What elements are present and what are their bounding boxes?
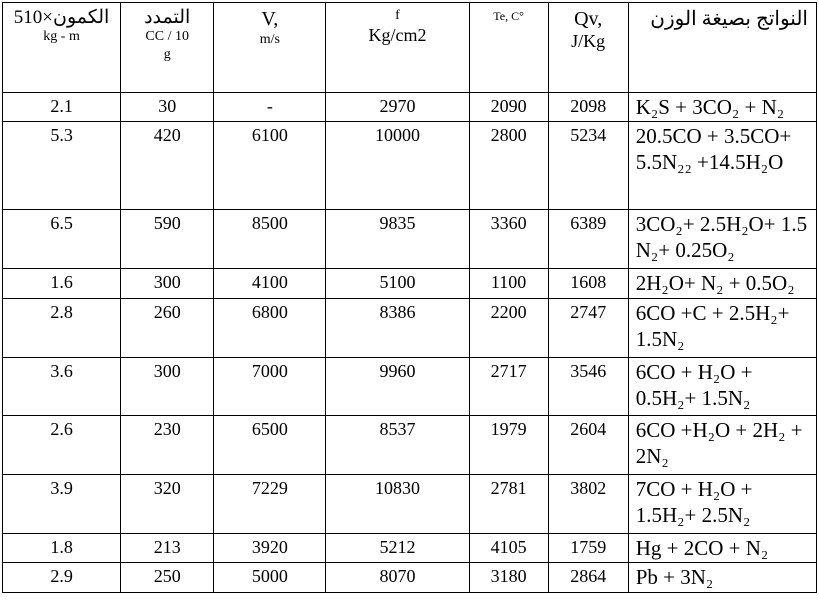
cell-potential: 1.8 xyxy=(3,534,121,563)
cell-velocity: 6800 xyxy=(214,299,326,358)
cell-expansion: 213 xyxy=(121,534,214,563)
table-row xyxy=(3,416,817,475)
cell-velocity: 7000 xyxy=(214,358,326,416)
cell-force: 8070 xyxy=(326,563,469,593)
header-expansion-unit-2: g xyxy=(163,47,171,62)
cell-potential: 1.6 xyxy=(3,269,121,299)
header-heat-label: Qv, xyxy=(574,8,603,30)
cell-velocity: - xyxy=(214,93,326,122)
cell-force: 2970 xyxy=(326,93,469,122)
cell-expansion: 30 xyxy=(121,93,214,122)
cell-products: Hg + 2CO + N₂ xyxy=(628,534,816,563)
cell-force: 10830 xyxy=(326,475,469,534)
cell-products: Pb + 3N₂ xyxy=(628,563,816,593)
cell-potential: 2.1 xyxy=(3,93,121,122)
header-expansion-label: التمدد xyxy=(144,7,191,28)
cell-velocity: 4100 xyxy=(214,269,326,299)
header-potential xyxy=(3,3,121,93)
table-row xyxy=(3,122,817,210)
cell-potential: 3.9 xyxy=(3,475,121,534)
cell-heat: 2098 xyxy=(548,93,628,122)
cell-potential: 2.9 xyxy=(3,563,121,593)
table-row xyxy=(3,563,817,593)
header-row xyxy=(3,3,817,93)
cell-heat: 2864 xyxy=(548,563,628,593)
cell-heat: 3546 xyxy=(548,358,628,416)
header-potential-label: الكمون×510 xyxy=(13,7,110,28)
cell-force: 8386 xyxy=(326,299,469,358)
cell-products: 6CO +C + 2.5H₂+ 1.5N₂ xyxy=(628,299,816,358)
cell-products: 3CO₂+ 2.5H₂O+ 1.5 N₂+ 0.25O₂ xyxy=(628,210,816,269)
cell-heat: 2604 xyxy=(548,416,628,475)
cell-heat: 5234 xyxy=(548,122,628,210)
cell-temperature: 4105 xyxy=(469,534,548,563)
table-row xyxy=(3,475,817,534)
cell-heat: 1608 xyxy=(548,269,628,299)
cell-heat: 2747 xyxy=(548,299,628,358)
cell-temperature: 2781 xyxy=(469,475,548,534)
cell-products: K₂S + 3CO₂ + N₂ xyxy=(628,93,816,122)
cell-temperature: 1100 xyxy=(469,269,548,299)
cell-heat: 1759 xyxy=(548,534,628,563)
cell-force: 10000 xyxy=(326,122,469,210)
cell-products: 6CO + H₂O + 0.5H₂+ 1.5N₂ xyxy=(628,358,816,416)
header-force xyxy=(326,3,469,93)
cell-heat: 6389 xyxy=(548,210,628,269)
cell-potential: 3.6 xyxy=(3,358,121,416)
cell-expansion: 300 xyxy=(121,269,214,299)
cell-velocity: 3920 xyxy=(214,534,326,563)
cell-temperature: 2717 xyxy=(469,358,548,416)
cell-heat: 3802 xyxy=(548,475,628,534)
header-expansion xyxy=(121,3,214,93)
table-row xyxy=(3,210,817,269)
header-potential-unit: kg - m xyxy=(43,29,80,44)
cell-velocity: 5000 xyxy=(214,563,326,593)
cell-temperature: 2200 xyxy=(469,299,548,358)
cell-velocity: 6100 xyxy=(214,122,326,210)
cell-products: 6CO +H₂O + 2H₂ + 2N₂ xyxy=(628,416,816,475)
header-heat-unit: J/Kg xyxy=(571,31,606,51)
header-velocity xyxy=(214,3,326,93)
cell-expansion: 250 xyxy=(121,563,214,593)
cell-temperature: 3360 xyxy=(469,210,548,269)
cell-force: 8537 xyxy=(326,416,469,475)
cell-temperature: 2800 xyxy=(469,122,548,210)
explosives-properties-table xyxy=(2,2,817,593)
header-products-label: النواتج بصيغة الوزن xyxy=(650,8,808,30)
header-expansion-unit: CC / 10 xyxy=(145,29,189,44)
table-row xyxy=(3,93,817,122)
header-velocity-label: V, xyxy=(261,8,279,30)
header-heat xyxy=(548,3,628,93)
table-row xyxy=(3,299,817,358)
header-force-label: f xyxy=(395,8,400,23)
cell-expansion: 590 xyxy=(121,210,214,269)
header-velocity-unit: m/s xyxy=(259,32,280,47)
cell-potential: 2.6 xyxy=(3,416,121,475)
cell-potential: 2.8 xyxy=(3,299,121,358)
cell-velocity: 6500 xyxy=(214,416,326,475)
cell-temperature: 3180 xyxy=(469,563,548,593)
table-row xyxy=(3,269,817,299)
cell-temperature: 1979 xyxy=(469,416,548,475)
cell-expansion: 420 xyxy=(121,122,214,210)
header-temperature xyxy=(469,3,548,93)
table-row xyxy=(3,358,817,416)
cell-potential: 6.5 xyxy=(3,210,121,269)
header-force-unit: Kg/cm2 xyxy=(368,25,427,45)
cell-expansion: 300 xyxy=(121,358,214,416)
cell-force: 5100 xyxy=(326,269,469,299)
header-products xyxy=(628,3,816,93)
cell-expansion: 320 xyxy=(121,475,214,534)
cell-potential: 5.3 xyxy=(3,122,121,210)
cell-force: 9960 xyxy=(326,358,469,416)
cell-products: 7CO + H₂O + 1.5H₂+ 2.5N₂ xyxy=(628,475,816,534)
header-temperature-label: Te, C° xyxy=(493,9,524,23)
cell-force: 5212 xyxy=(326,534,469,563)
cell-force: 9835 xyxy=(326,210,469,269)
cell-products: 2H₂O+ N₂ + 0.5O₂ xyxy=(628,269,816,299)
cell-temperature: 2090 xyxy=(469,93,548,122)
cell-products: 20.5CO + 3.5CO+ 5.5N₂₂ +14.5H₂O xyxy=(628,122,816,210)
table-row xyxy=(3,534,817,563)
cell-expansion: 260 xyxy=(121,299,214,358)
cell-velocity: 7229 xyxy=(214,475,326,534)
cell-expansion: 230 xyxy=(121,416,214,475)
cell-velocity: 8500 xyxy=(214,210,326,269)
